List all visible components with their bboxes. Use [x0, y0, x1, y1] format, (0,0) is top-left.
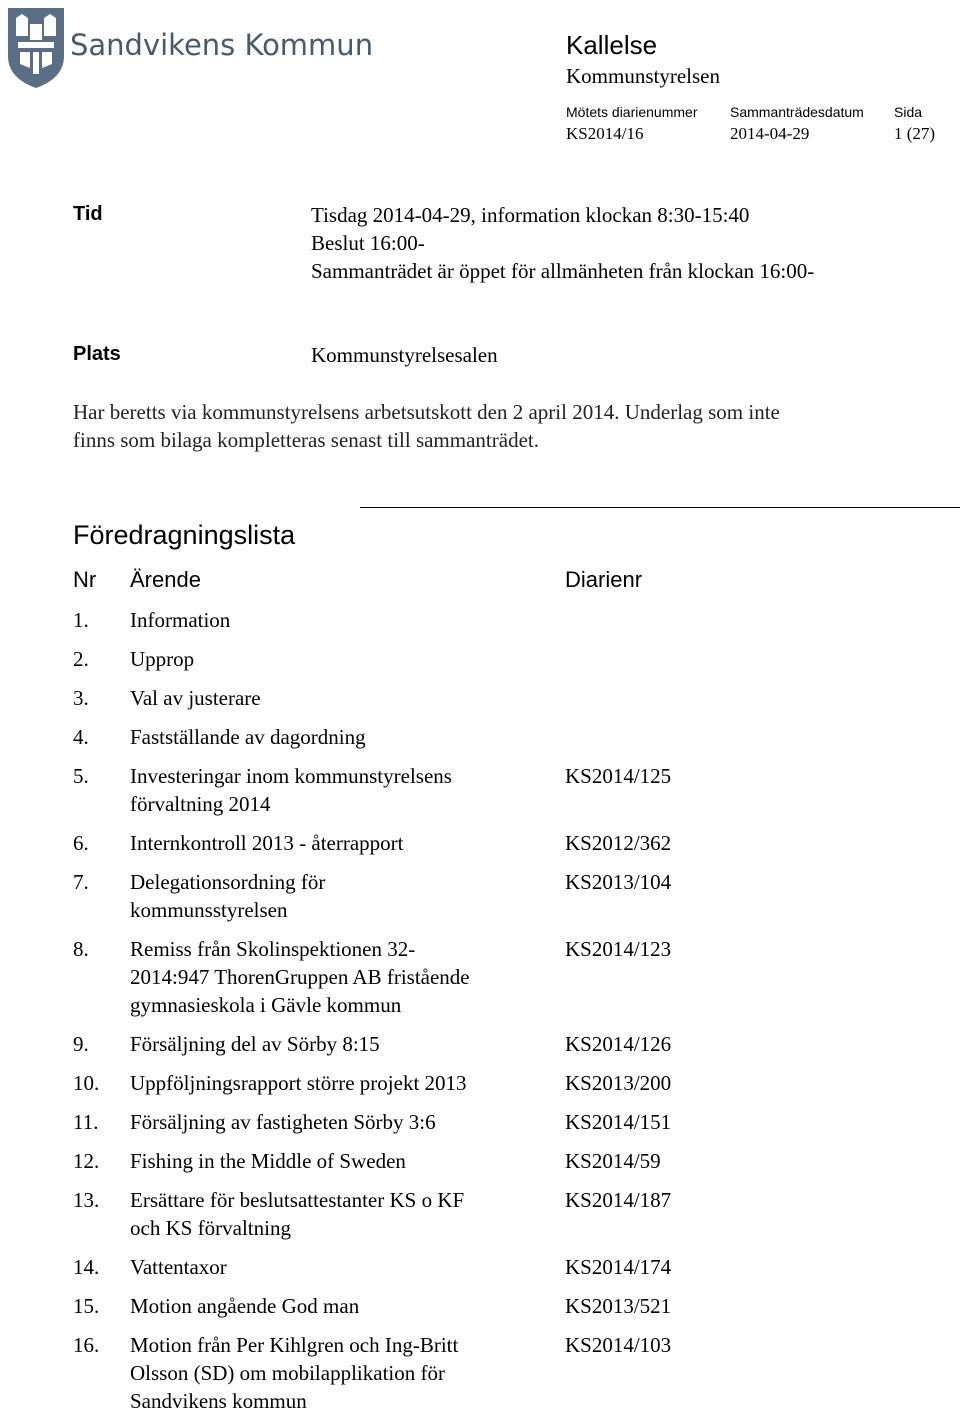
section-divider: [360, 507, 960, 508]
agenda-item-title-line: Val av justerare: [130, 686, 261, 710]
agenda-item-title-line: förvaltning 2014: [130, 792, 271, 816]
agenda-item-title-line: Olsson (SD) om mobilapplikation för: [130, 1361, 445, 1385]
document-type: Kallelse: [566, 30, 658, 60]
column-header-diarienr: Diarienr: [565, 567, 643, 592]
agenda-item-title: [130, 1108, 550, 1136]
agenda-item-number: 1.: [73, 608, 89, 632]
agenda-item-title-line: kommunsstyrelsen: [130, 898, 288, 922]
tid-details: [311, 201, 814, 285]
agenda-item-title: [130, 868, 550, 924]
agenda-item-title-line: Information: [130, 608, 231, 632]
committee-name: Kommunstyrelsen: [566, 64, 720, 88]
agenda-item: [73, 645, 713, 673]
agenda-item-title: [130, 1292, 550, 1320]
agenda-item-number: 14.: [73, 1255, 100, 1279]
agenda-item-diarienr: KS2012/362: [565, 831, 672, 855]
meta-value-page: 1 (27): [894, 124, 936, 143]
agenda-item: [73, 1147, 713, 1175]
agenda-item-title-line: och KS förvaltning: [130, 1216, 291, 1240]
municipality-coat-of-arms-logo: [6, 6, 66, 90]
agenda-item: [73, 935, 713, 1019]
agenda-item-title-line: 2014:947 ThorenGruppen AB fristående: [130, 965, 470, 989]
agenda-item-title: [130, 1186, 550, 1242]
agenda-item-title: [130, 935, 550, 1019]
agenda-item-title-line: Sandvikens kommun: [130, 1389, 307, 1413]
agenda-item-diarienr: KS2013/521: [565, 1294, 672, 1318]
agenda-item-title: [130, 829, 550, 857]
agenda-item-number: 7.: [73, 870, 89, 894]
agenda-title: Föredragningslista: [73, 520, 296, 550]
tid-line: Beslut 16:00-: [311, 231, 425, 255]
agenda-item-number: 13.: [73, 1188, 100, 1212]
agenda-item: [73, 1069, 713, 1097]
column-header-nr: Nr: [73, 567, 97, 592]
agenda-item: [73, 1108, 713, 1136]
agenda-item: [73, 1186, 713, 1242]
meta-label-page: Sida: [894, 104, 923, 120]
agenda-item: [73, 868, 713, 924]
agenda-item-title: [130, 1069, 550, 1097]
agenda-item-title-line: Motion från Per Kihlgren och Ing-Britt: [130, 1333, 459, 1357]
agenda-item-diarienr: KS2014/187: [565, 1188, 672, 1212]
agenda-item-diarienr: KS2014/174: [565, 1255, 672, 1279]
plats-label: Plats: [73, 343, 121, 365]
agenda-item-diarienr: KS2014/126: [565, 1032, 672, 1056]
agenda-item-diarienr: KS2013/104: [565, 870, 672, 894]
tid-label: Tid: [73, 203, 103, 225]
agenda-item-number: 15.: [73, 1294, 100, 1318]
agenda-item-number: 10.: [73, 1071, 100, 1095]
agenda-item-number: 16.: [73, 1333, 100, 1357]
agenda-item-title-line: Ersättare för beslutsattestanter KS o KF: [130, 1188, 465, 1212]
agenda-item-diarienr: KS2014/151: [565, 1110, 672, 1134]
agenda-item-title-line: Remiss från Skolinspektionen 32-: [130, 937, 416, 961]
tid-line: Tisdag 2014-04-29, information klockan 8:30-15:40: [311, 203, 750, 227]
agenda-item-number: 9.: [73, 1032, 89, 1056]
agenda-item: [73, 1292, 713, 1320]
agenda-item-number: 11.: [73, 1110, 99, 1134]
paragraph-line: finns som bilaga kompletteras senast till sammanträdet.: [73, 428, 539, 452]
meta-label-diarienummer: Mötets diarienummer: [566, 104, 698, 120]
agenda-item-diarienr: KS2014/103: [565, 1333, 672, 1357]
agenda-item: [73, 723, 713, 751]
agenda-item-diarienr: KS2014/123: [565, 937, 672, 961]
agenda-item-title-line: Fishing in the Middle of Sweden: [130, 1149, 406, 1173]
agenda-item-title: [130, 645, 550, 673]
agenda-item: [73, 684, 713, 712]
agenda-item-title: [130, 723, 550, 751]
agenda-item-title: [130, 1030, 550, 1058]
agenda-item: [73, 1331, 713, 1415]
agenda-item-number: 4.: [73, 725, 89, 749]
plats-value: Kommunstyrelsesalen: [311, 343, 498, 367]
agenda-item-title: [130, 1147, 550, 1175]
tid-line: Sammanträdet är öppet för allmänheten från klockan 16:00-: [311, 259, 815, 283]
agenda-item-title: [130, 684, 550, 712]
agenda-item-number: 3.: [73, 686, 89, 710]
agenda-item: [73, 829, 713, 857]
preparation-paragraph: [73, 398, 780, 454]
agenda-item-number: 8.: [73, 937, 89, 961]
agenda-item: [73, 762, 713, 818]
meta-value-date: 2014-04-29: [730, 124, 810, 143]
agenda-item-title-line: Motion angående God man: [130, 1294, 360, 1318]
agenda-item-title: [130, 1331, 550, 1415]
agenda-item-title: [130, 606, 550, 634]
agenda-item-diarienr: KS2014/125: [565, 764, 672, 788]
agenda-item-title-line: Upprop: [130, 647, 195, 671]
agenda-item-title: [130, 762, 550, 818]
agenda-item-title-line: Internkontroll 2013 - återrapport: [130, 831, 404, 855]
agenda-item-title-line: Delegationsordning för: [130, 870, 326, 894]
agenda-item-number: 5.: [73, 764, 89, 788]
agenda-item-number: 6.: [73, 831, 89, 855]
agenda-item-title-line: Uppföljningsrapport större projekt 2013: [130, 1071, 467, 1095]
agenda-item-diarienr: KS2014/59: [565, 1149, 661, 1173]
agenda-item-diarienr: KS2013/200: [565, 1071, 672, 1095]
agenda-item-title-line: Investeringar inom kommunstyrelsens: [130, 764, 452, 788]
agenda-item: [73, 1030, 713, 1058]
column-header-arende: Ärende: [130, 567, 201, 592]
agenda-item-number: 2.: [73, 647, 89, 671]
agenda-item: [73, 606, 713, 634]
meta-value-diarienummer: KS2014/16: [566, 124, 644, 143]
agenda-item-title-line: Försäljning del av Sörby 8:15: [130, 1032, 380, 1056]
agenda-item-title-line: Fastställande av dagordning: [130, 725, 366, 749]
meta-label-date: Sammanträdesdatum: [730, 104, 864, 120]
paragraph-line: Har beretts via kommunstyrelsens arbetsutskott den 2 april 2014. Underlag som inte: [73, 400, 780, 424]
agenda-item-title: [130, 1253, 550, 1281]
agenda-item-number: 12.: [73, 1149, 100, 1173]
agenda-item-title-line: gymnasieskola i Gävle kommun: [130, 993, 402, 1017]
agenda-item: [73, 1253, 713, 1281]
agenda-item-title-line: Vattentaxor: [130, 1255, 227, 1279]
agenda-item-title-line: Försäljning av fastigheten Sörby 3:6: [130, 1110, 436, 1134]
organization-name: Sandvikens Kommun: [70, 28, 374, 62]
